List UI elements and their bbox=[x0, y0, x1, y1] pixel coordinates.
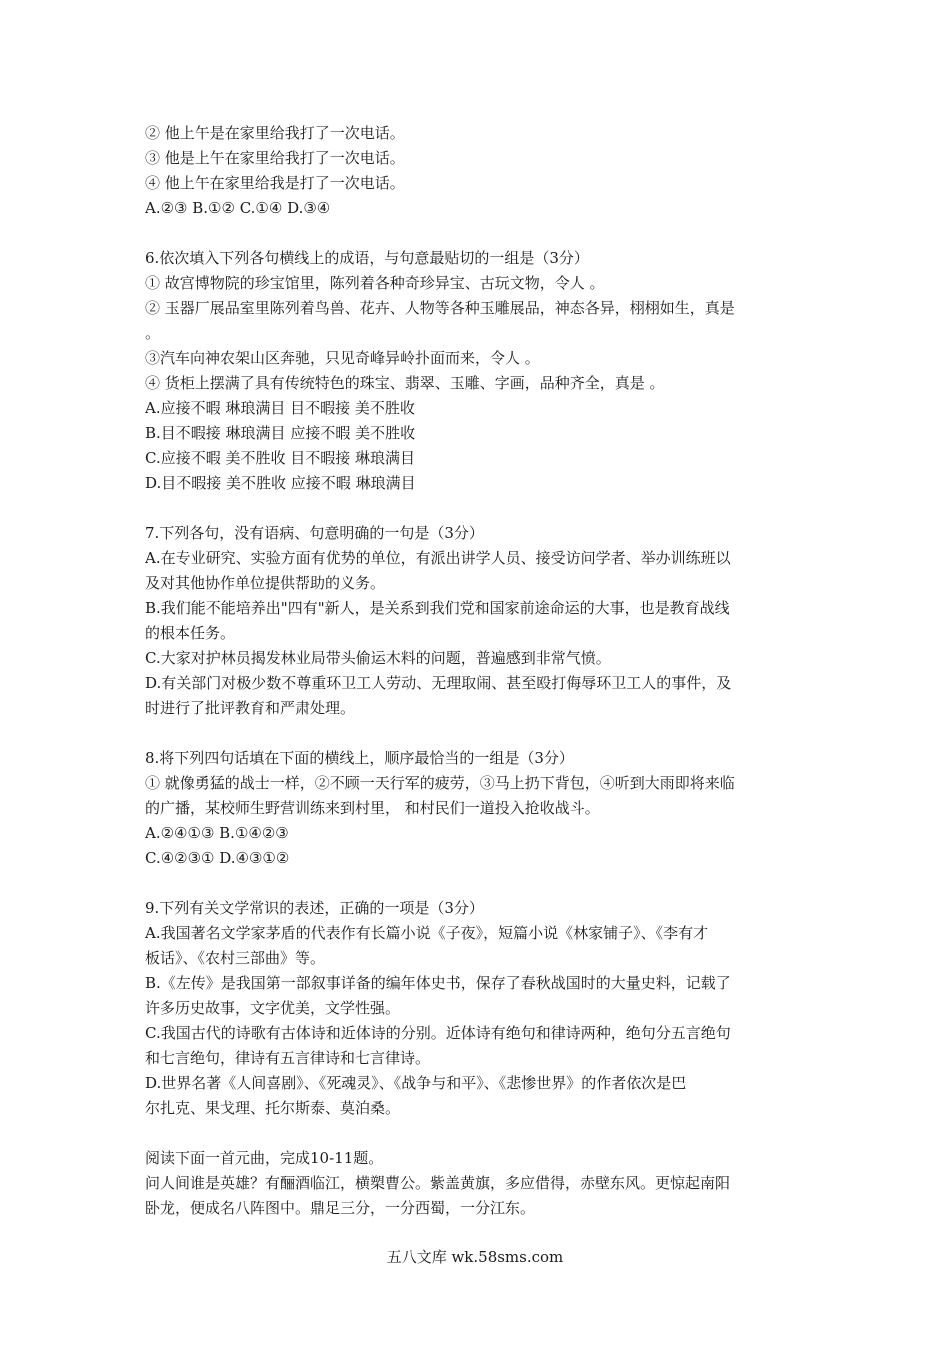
text-line: 6.依次填入下列各句横线上的成语，与句意最贴切的一组是（3分） bbox=[145, 249, 589, 267]
text-line: ② 他上午是在家里给我打了一次电话。 bbox=[145, 124, 405, 142]
text-line: 8.将下列四句话填在下面的横线上，顺序最恰当的一组是（3分） bbox=[145, 749, 574, 767]
paragraph-gap bbox=[145, 221, 810, 246]
paragraph-gap bbox=[145, 871, 810, 896]
text-line: 尔扎克、果戈理、托尔斯泰、莫泊桑。 bbox=[145, 1099, 401, 1117]
text-line: D.有关部门对极少数不尊重环卫工人劳动、无理取闹、甚至殴打侮辱环卫工人的事件，及 bbox=[145, 674, 732, 692]
text-line: 和七言绝句，律诗有五言律诗和七言律诗。 bbox=[145, 1049, 431, 1067]
text-line: ④ 货柜上摆满了具有传统特色的珠宝、翡翠、玉雕、字画，品种齐全，真是 。 bbox=[145, 374, 665, 392]
text-line: 问人间谁是英雄？有酾酒临江，横槊曹公。紫盖黄旗，多应借得，赤壁东风。更惊起南阳 bbox=[145, 1174, 731, 1192]
text-line: ③ 他是上午在家里给我打了一次电话。 bbox=[145, 149, 405, 167]
text-line: ① 就像勇猛的战士一样，②不顾一天行军的疲劳，③马上扔下背包，④听到大雨即将来临 bbox=[145, 774, 735, 792]
text-line: A.②③ B.①② C.①④ D.③④ bbox=[145, 199, 331, 217]
text-line: ③汽车向神农架山区奔驰，只见奇峰异岭扑面而来，令人 。 bbox=[145, 349, 540, 367]
page-footer: 五八文库 wk.58sms.com bbox=[386, 1248, 564, 1266]
text-line: 许多历史故事，文字优美，文学性强。 bbox=[145, 999, 401, 1017]
document-body bbox=[145, 121, 810, 1221]
text-line: 及对其他协作单位提供帮助的义务。 bbox=[145, 574, 386, 592]
text-line: D.世界名著《人间喜剧》、《死魂灵》、《战争与和平》、《悲惨世界》的作者依次是巴 bbox=[145, 1074, 687, 1092]
text-line: B.我们能不能培养出"四有"新人，是关系到我们党和国家前途命运的大事，也是教育战线 bbox=[145, 599, 730, 617]
text-line: B.《左传》是我国第一部叙事详备的编年体史书，保存了春秋战国时的大量史料，记载了 bbox=[145, 974, 731, 992]
text-line: 时进行了批评教育和严肃处理。 bbox=[145, 699, 356, 717]
text-line: ② 玉器厂展品室里陈列着鸟兽、花卉、人物等各种玉雕展品，神态各异，栩栩如生，真是 bbox=[145, 299, 735, 317]
text-line: C.大家对护林员揭发林业局带头偷运木料的问题，普遍感到非常气愤。 bbox=[145, 649, 611, 667]
text-line: A.应接不暇 琳琅满目 目不暇接 美不胜收 bbox=[145, 399, 415, 417]
text-line: B.目不暇接 琳琅满目 应接不暇 美不胜收 bbox=[145, 424, 416, 442]
text-line: C.我国古代的诗歌有古体诗和近体诗的分别。近体诗有绝句和律诗两种，绝句分五言绝句 bbox=[145, 1024, 731, 1042]
text-line: 的根本任务。 bbox=[145, 624, 236, 642]
text-line: 9.下列有关文学常识的表述，正确的一项是（3分） bbox=[145, 899, 484, 917]
text-line: 阅读下面一首元曲，完成10-11题。 bbox=[145, 1149, 384, 1167]
text-line: C.④②③① D.④③①② bbox=[145, 849, 290, 867]
paragraph-gap bbox=[145, 1121, 810, 1146]
text-line: C.应接不暇 美不胜收 目不暇接 琳琅满目 bbox=[145, 449, 416, 467]
text-line: ④ 他上午在家里给我是打了一次电话。 bbox=[145, 174, 405, 192]
text-line: 7.下列各句，没有语病、句意明确的一句是（3分） bbox=[145, 524, 484, 542]
text-line: 卧龙，便成名八阵图中。鼎足三分，一分西蜀，一分江东。 bbox=[145, 1199, 536, 1217]
text-line: A.在专业研究、实验方面有优势的单位，有派出讲学人员、接受访问学者、举办训练班以 bbox=[145, 549, 731, 567]
text-line: A.②④①③ B.①④②③ bbox=[145, 824, 289, 842]
paragraph-gap bbox=[145, 721, 810, 746]
text-line: D.目不暇接 美不胜收 应接不暇 琳琅满目 bbox=[145, 474, 416, 492]
text-line: ① 故宫博物院的珍宝馆里，陈列着各种奇珍异宝、古玩文物，令人 。 bbox=[145, 274, 605, 292]
text-line: A.我国著名文学家茅盾的代表作有长篇小说《子夜》，短篇小说《林家铺子》、《李有才 bbox=[145, 924, 709, 942]
paragraph-gap bbox=[145, 496, 810, 521]
text-line: 板话》、《农村三部曲》等。 bbox=[145, 949, 326, 967]
text-line: 。 bbox=[145, 324, 161, 342]
text-line: 的广播，某校师生野营训练来到村里， 和村民们一道投入抢收战斗。 bbox=[145, 799, 600, 817]
